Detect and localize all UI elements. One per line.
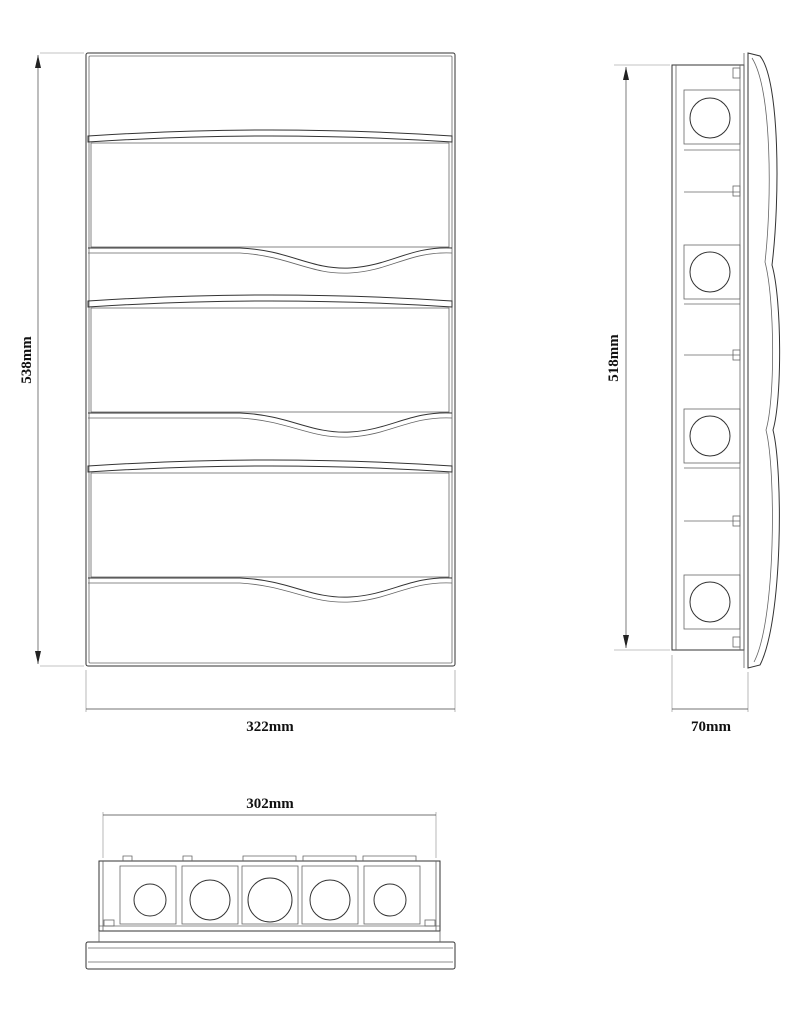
- front-body-inner: [89, 56, 452, 663]
- side-cover-profile: [748, 53, 780, 668]
- front-door-panel-3: [88, 460, 452, 602]
- bottom-view: [86, 856, 455, 969]
- front-height-label: 538mm: [19, 336, 35, 384]
- side-knockout-3: [684, 409, 740, 463]
- side-knockout-1: [684, 90, 740, 144]
- side-height-label: 518mm: [606, 334, 622, 382]
- arrow-down-icon: [35, 651, 41, 664]
- front-body-outline: [86, 53, 455, 666]
- front-door-panel-1: [88, 130, 452, 273]
- front-height-dimension: [19, 53, 84, 666]
- side-height-dimension: [606, 65, 670, 650]
- bottom-knockout-2: [182, 856, 238, 924]
- arrow-down-icon: [623, 635, 629, 648]
- arrow-up-icon: [623, 67, 629, 80]
- arrow-up-icon: [35, 55, 41, 68]
- bottom-box-outline: [99, 861, 440, 931]
- front-width-dimension: [86, 670, 455, 735]
- side-knockout-2: [684, 245, 740, 299]
- side-view: [672, 53, 780, 668]
- bottom-knockout-4: [302, 856, 358, 924]
- bottom-width-label: 302mm: [246, 796, 294, 812]
- bottom-knockout-3: [242, 856, 298, 924]
- front-door-panel-2: [88, 295, 452, 437]
- front-view: [86, 53, 455, 666]
- bottom-width-dimension: [103, 796, 436, 858]
- side-knockout-4: [684, 575, 740, 629]
- side-depth-dimension: [672, 655, 748, 735]
- bottom-knockout-5: [363, 856, 420, 924]
- front-width-label: 322mm: [246, 719, 294, 735]
- side-depth-label: 70mm: [691, 719, 731, 735]
- bottom-cover: [86, 942, 455, 969]
- bottom-knockout-1: [120, 856, 176, 924]
